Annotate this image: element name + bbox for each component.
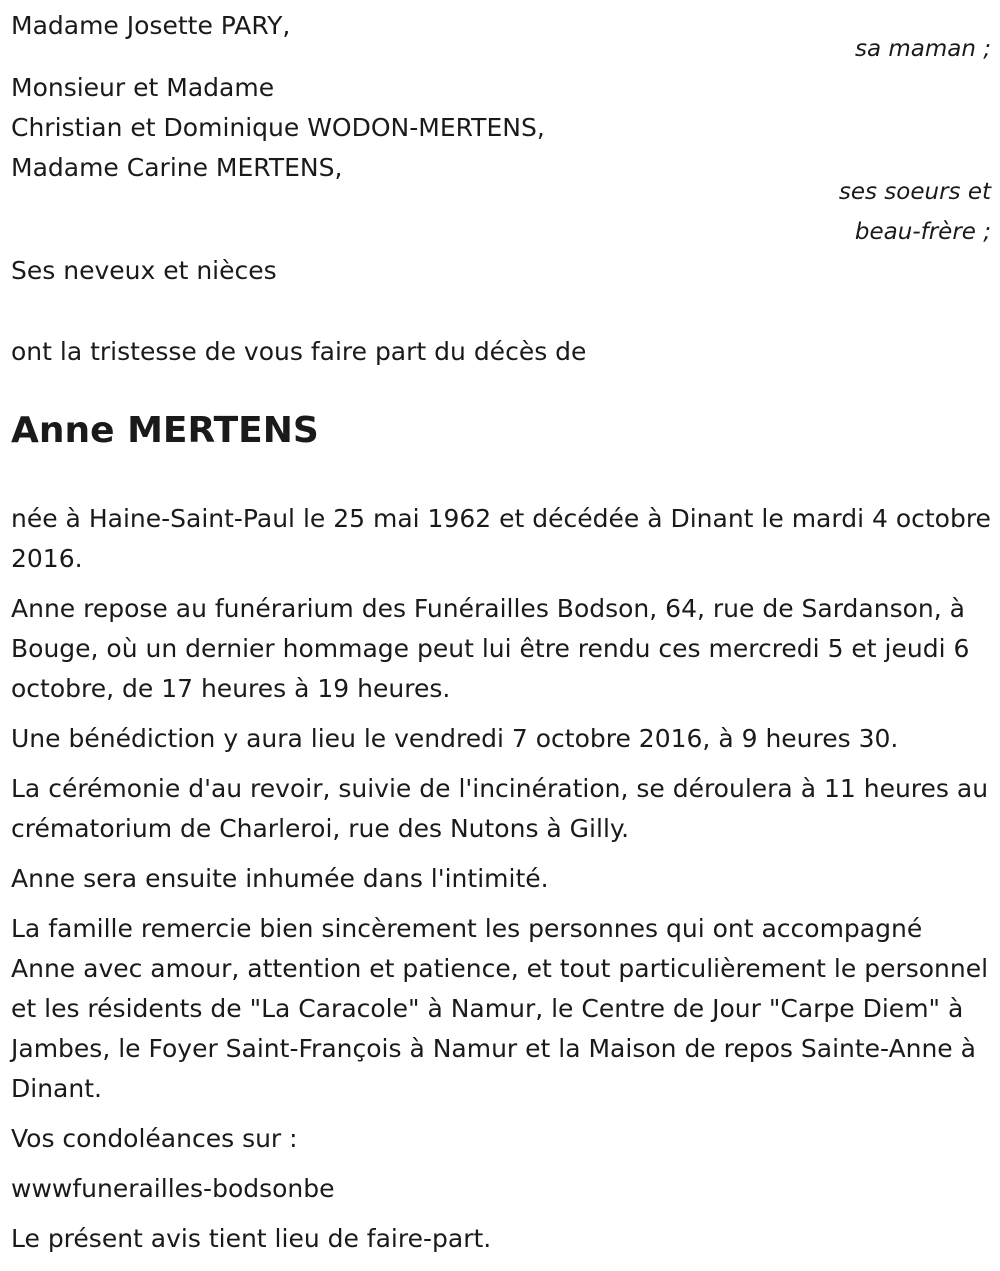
sibling-line-2: Christian et Dominique WODON-MERTENS, [11, 113, 545, 142]
blessing-paragraph: Une bénédiction y aura lieu le vendredi 7 octobre 2016, à 9 heures 30. [11, 724, 899, 753]
mother-name: Madame Josette PARY, [11, 11, 291, 40]
obituary-body [11, 499, 991, 1269]
mother-relation: sa maman ; [854, 36, 991, 62]
ceremony-paragraph: La cérémonie d'au revoir, suivie de l'incinération, se déroulera à 11 heures au crématorium de Charleroi, rue des Nutons à Gilly. [11, 774, 989, 843]
funerarium-paragraph: Anne repose au funérarium des Funérailles Bodson, 64, rue de Sardanson, à Bouge, où un dernier hommage peut lui être rendu ces mercredi 5 et jeudi 6 octobre, de 17 heures à 19 heures. [11, 594, 970, 703]
sibling-line-1: Monsieur et Madame [11, 73, 275, 102]
birth-death-paragraph: née à Haine-Saint-Paul le 25 mai 1962 et décédée à Dinant le mardi 4 octobre 2016. [11, 504, 991, 573]
siblings-relation-line-1: ses soeurs et [838, 179, 991, 205]
siblings-relation-line-2: beau-frère ; [854, 219, 991, 245]
nephews-line: Ses neveux et nièces [11, 256, 277, 285]
announcement-line: ont la tristesse de vous faire part du décès de [11, 337, 587, 366]
condolences-label: Vos condoléances sur : [11, 1124, 298, 1153]
condolences-website[interactable]: wwwfunerailles-bodsonbe [11, 1174, 335, 1203]
burial-paragraph: Anne sera ensuite inhumée dans l'intimité. [11, 864, 549, 893]
thanks-paragraph: La famille remercie bien sincèrement les personnes qui ont accompagné Anne avec amour, attention et patience, et tout particulièrement le personnel et les résidents de "La Caracole" à Namur, le Centre de Jour "Carpe Diem" à Jambes, le Foyer Saint-François à Namur et la Maison de repos Sainte-Anne à Dinant. [11, 914, 989, 1103]
deceased-name: Anne MERTENS [11, 410, 319, 451]
notice-footer: Le présent avis tient lieu de faire-part. [11, 1224, 492, 1253]
sibling-line-3: Madame Carine MERTENS, [11, 153, 343, 182]
